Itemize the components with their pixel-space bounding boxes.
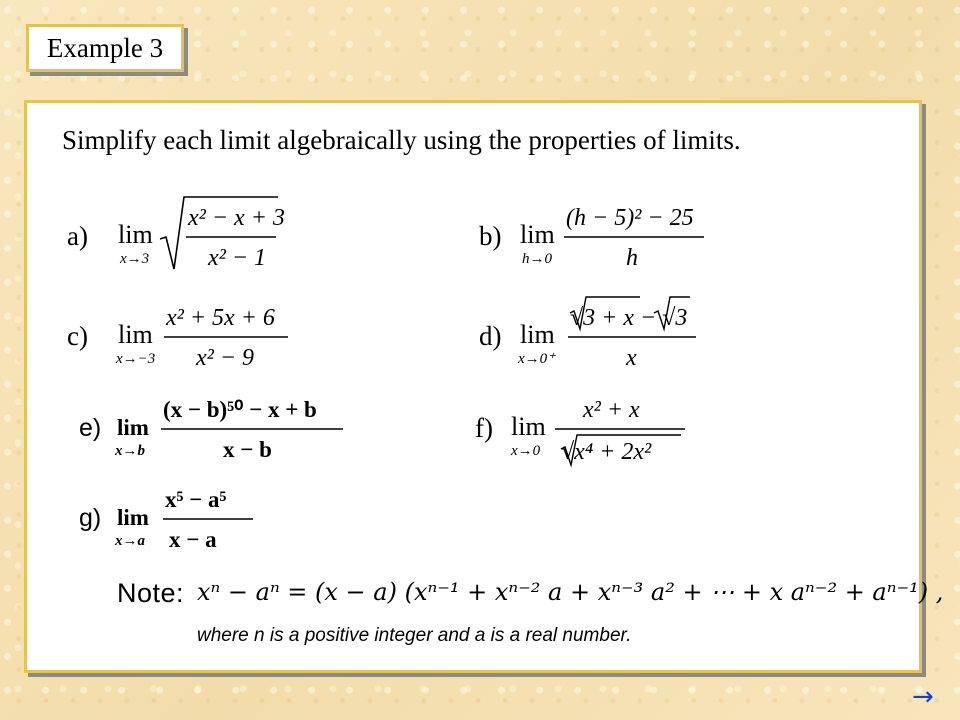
note-label: Note: xyxy=(117,578,185,608)
problem-d xyxy=(479,291,714,381)
limit-expression-d xyxy=(514,291,714,381)
svg-text:√x⁴ + 2x²: √x⁴ + 2x² xyxy=(560,439,652,465)
svg-text:x² + 5x + 6: x² + 5x + 6 xyxy=(165,305,275,331)
svg-text:x→3: x→3 xyxy=(119,251,150,267)
svg-text:x→0⁺: x→0⁺ xyxy=(517,351,555,367)
svg-text:x⁵ − a⁵: x⁵ − a⁵ xyxy=(165,487,227,512)
problem-label: d) xyxy=(479,320,502,351)
example-title: Example 3 xyxy=(26,24,184,72)
svg-text:x→−3: x→−3 xyxy=(115,351,156,367)
svg-text:x→a: x→a xyxy=(115,533,146,549)
note-formula: xⁿ − aⁿ = (x − a) (xⁿ⁻¹ + xⁿ⁻² a + xⁿ⁻³ a² + ⋯ + x aⁿ⁻² + aⁿ⁻¹) , xyxy=(197,578,944,606)
limit-expression-e xyxy=(113,383,353,473)
problem-label: f) xyxy=(475,412,493,443)
svg-text:x² − x + 3: x² − x + 3 xyxy=(187,205,285,231)
problem-label: a) xyxy=(67,220,88,251)
problem-label: e) xyxy=(79,413,102,442)
svg-text:(x − b)⁵⁰ − x + b: (x − b)⁵⁰ − x + b xyxy=(163,397,318,422)
svg-text:(h − 5)² − 25: (h − 5)² − 25 xyxy=(565,205,694,231)
limit-expression-c xyxy=(100,291,300,381)
svg-text:lim: lim xyxy=(510,412,546,441)
next-slide-arrow-icon[interactable]: → xyxy=(912,682,934,712)
problem-f xyxy=(475,383,705,473)
problem-b xyxy=(479,191,724,281)
svg-text:x² − 1: x² − 1 xyxy=(207,245,267,271)
problem-label: g) xyxy=(79,503,102,532)
svg-text:lim: lim xyxy=(519,220,555,249)
svg-text:x − a: x − a xyxy=(169,527,217,552)
svg-text:lim: lim xyxy=(117,415,150,440)
limit-expression-b xyxy=(514,191,724,281)
problem-a xyxy=(67,191,290,281)
problem-label: b) xyxy=(479,220,502,251)
instruction-text: Simplify each limit algebraically using the properties of limits. xyxy=(62,125,741,155)
svg-text:x→0: x→0 xyxy=(510,443,541,459)
note-condition: where n is a positive integer and a is a real number. xyxy=(197,625,632,646)
svg-text:h: h xyxy=(625,245,638,271)
limit-expression-f xyxy=(505,383,705,473)
limit-expression-g xyxy=(113,473,273,563)
svg-text:lim: lim xyxy=(117,505,150,530)
svg-text:h→0: h→0 xyxy=(521,251,552,267)
content-panel xyxy=(24,100,944,673)
problem-c xyxy=(67,291,300,381)
svg-text:√3 + x − √3: √3 + x − √3 xyxy=(569,305,687,331)
svg-text:lim: lim xyxy=(117,320,153,349)
svg-text:lim: lim xyxy=(117,220,153,249)
svg-text:x: x xyxy=(625,345,637,371)
problem-e xyxy=(79,383,353,473)
svg-text:x² + x: x² + x xyxy=(582,397,640,423)
svg-text:x→b: x→b xyxy=(115,443,146,459)
svg-text:x − b: x − b xyxy=(223,437,273,462)
problem-label: c) xyxy=(67,320,88,351)
problem-g xyxy=(79,473,273,563)
limit-expression-a xyxy=(100,191,290,281)
svg-text:lim: lim xyxy=(519,320,555,349)
svg-text:x² − 9: x² − 9 xyxy=(195,345,255,371)
